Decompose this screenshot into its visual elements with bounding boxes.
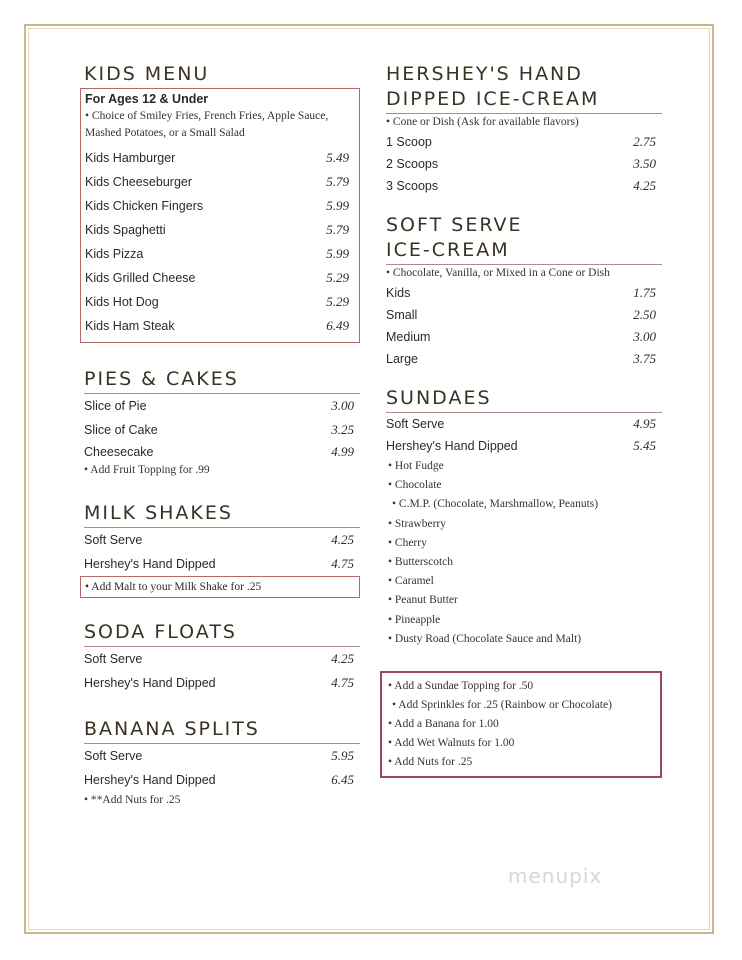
item-name: 1 Scoop: [386, 135, 432, 149]
item-name: 2 Scoops: [386, 157, 439, 171]
item-name: Large: [386, 352, 418, 366]
item-price: 1.75: [633, 285, 656, 300]
item-price: 3.00: [331, 398, 354, 413]
banana-splits-title: BANANA SPLITS: [84, 717, 360, 744]
menu-item: [386, 413, 662, 435]
soft-serve-note: • Chocolate, Vanilla, or Mixed in a Cone or Dish: [386, 267, 610, 279]
item-name: Hershey's Hand Dipped: [386, 439, 518, 453]
watermark-logo: menupix: [508, 864, 603, 888]
item-price: 5.79: [326, 174, 349, 189]
sundae-flavors-list: [386, 457, 662, 649]
menu-item: [84, 552, 360, 576]
menu-item: [84, 528, 360, 552]
menu-item: [386, 326, 662, 348]
item-name: Kids Ham Steak: [85, 319, 175, 333]
item-price: 2.50: [633, 307, 656, 322]
list-item: • Pineapple: [388, 613, 441, 626]
menu-item: [85, 314, 355, 338]
menu-item: [84, 647, 360, 671]
item-price: 4.75: [331, 556, 354, 571]
kids-menu-subtitle: For Ages 12 & Under: [85, 92, 209, 106]
list-item: • Peanut Butter: [388, 594, 458, 607]
item-name: Soft Serve: [84, 533, 143, 547]
menu-item: [85, 194, 355, 218]
item-name: Hershey's Hand Dipped: [84, 773, 216, 787]
item-name: Kids Pizza: [85, 247, 144, 261]
hersheys-note: • Cone or Dish (Ask for available flavors): [386, 116, 579, 128]
list-item: • Hot Fudge: [388, 460, 444, 472]
item-price: 2.75: [633, 134, 656, 149]
milk-shakes-title: MILK SHAKES: [84, 501, 360, 528]
item-name: Cheesecake: [84, 445, 154, 459]
item-price: 5.79: [326, 222, 349, 237]
item-name: Hershey's Hand Dipped: [84, 557, 216, 571]
milk-shakes-note: • Add Malt to your Milk Shake for .25: [80, 576, 360, 598]
list-item: • Add a Banana for 1.00: [388, 718, 499, 731]
item-price: 4.99: [331, 444, 354, 459]
item-price: 3.00: [633, 329, 656, 344]
item-name: Kids Hamburger: [85, 151, 176, 165]
item-name: 3 Scoops: [386, 179, 439, 193]
kids-menu-box: [80, 88, 360, 343]
left-column: [84, 62, 360, 809]
list-item: • Add Sprinkles for .25 (Rainbow or Chocolate): [392, 699, 612, 712]
item-name: Soft Serve: [84, 652, 143, 666]
item-price: 3.25: [331, 422, 354, 437]
item-name: Kids Chicken Fingers: [85, 199, 204, 213]
menu-item: [386, 175, 662, 197]
sundaes-title: SUNDAES: [386, 386, 662, 413]
item-price: 5.29: [326, 294, 349, 309]
pies-cakes-note: • Add Fruit Topping for .99: [84, 464, 210, 476]
menu-item: [85, 146, 355, 170]
item-price: 5.45: [633, 438, 656, 453]
item-name: Hershey's Hand Dipped: [84, 676, 216, 690]
item-name: Slice of Pie: [84, 399, 147, 413]
kids-menu-title: KIDS MENU: [84, 63, 210, 85]
menu-item: [386, 282, 662, 304]
item-name: Kids Grilled Cheese: [85, 271, 196, 285]
item-price: 4.95: [633, 416, 656, 431]
menu-item: [84, 671, 360, 695]
pies-cakes-title: PIES & CAKES: [84, 367, 360, 394]
item-name: Kids Spaghetti: [85, 223, 166, 237]
menu-item: [386, 348, 662, 370]
hersheys-title-line1: HERSHEY'S HAND: [386, 63, 583, 85]
list-item: • Butterscotch: [388, 556, 454, 569]
sundae-addons-box: [380, 671, 662, 778]
item-name: Medium: [386, 330, 431, 344]
item-price: 4.25: [331, 532, 354, 547]
list-item: • Cherry: [388, 536, 427, 549]
item-price: 3.50: [633, 156, 656, 171]
item-name: Slice of Cake: [84, 423, 158, 437]
list-item: • Add a Sundae Topping for .50: [388, 680, 534, 693]
item-price: 4.25: [331, 651, 354, 666]
list-item: • Chocolate: [388, 479, 442, 492]
item-name: Small: [386, 308, 418, 322]
item-price: 5.95: [331, 748, 354, 763]
soft-serve-title-line1: SOFT SERVE: [386, 214, 523, 236]
item-price: 5.49: [326, 150, 349, 165]
item-price: 4.75: [331, 675, 354, 690]
list-item: • Strawberry: [388, 517, 446, 530]
menu-item: [386, 435, 662, 457]
menu-item: [85, 290, 355, 314]
item-price: 3.75: [633, 351, 656, 366]
menu-item: [85, 170, 355, 194]
item-price: 5.29: [326, 270, 349, 285]
menu-item: [85, 218, 355, 242]
hersheys-title-line2: DIPPED ICE-CREAM: [386, 88, 600, 110]
item-name: Kids Hot Dog: [85, 295, 159, 309]
list-item: • Dusty Road (Chocolate Sauce and Malt): [388, 632, 582, 645]
menu-item: [386, 304, 662, 326]
item-name: Soft Serve: [386, 417, 445, 431]
list-item: • Caramel: [388, 575, 434, 588]
menu-item: [84, 394, 360, 418]
list-item: • C.M.P. (Chocolate, Marshmallow, Peanuts): [392, 498, 599, 511]
hersheys-title: [386, 62, 662, 114]
soda-floats-title: SODA FLOATS: [84, 620, 360, 647]
banana-splits-note: • **Add Nuts for .25: [84, 794, 181, 806]
menu-item: [84, 768, 360, 792]
soft-serve-title: [386, 213, 662, 265]
menu-item: [84, 442, 360, 462]
kids-menu-note: • Choice of Smiley Fries, French Fries, Apple Sauce, Mashed Potatoes, or a Small Salad: [85, 110, 329, 139]
right-column: [386, 62, 662, 778]
list-item: • Add Nuts for .25: [388, 756, 473, 769]
item-price: 5.99: [326, 198, 349, 213]
item-price: 6.45: [331, 772, 354, 787]
list-item: • Add Wet Walnuts for 1.00: [388, 737, 515, 750]
soft-serve-title-line2: ICE-CREAM: [386, 239, 510, 261]
item-price: 5.99: [326, 246, 349, 261]
menu-item: [386, 153, 662, 175]
menu-item: [85, 242, 355, 266]
item-price: 4.25: [633, 178, 656, 193]
item-name: Soft Serve: [84, 749, 143, 763]
item-name: Kids: [386, 286, 411, 300]
menu-item: [386, 131, 662, 153]
item-price: 6.49: [326, 318, 349, 333]
menu-item: [84, 418, 360, 442]
item-name: Kids Cheeseburger: [85, 175, 193, 189]
menu-item: [85, 266, 355, 290]
menu-item: [84, 744, 360, 768]
